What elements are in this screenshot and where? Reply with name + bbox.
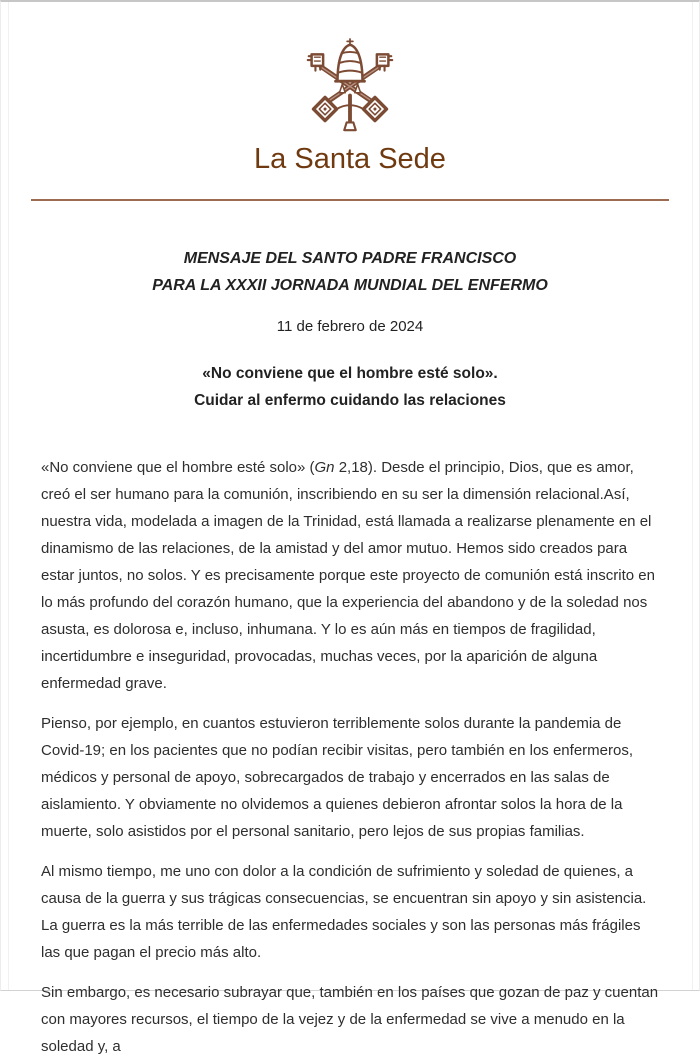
body-paragraph bbox=[41, 710, 659, 845]
text-run: Pienso, por ejemplo, en cuantos estuvieron terriblemente solos durante la pandemia de Covid-19; en los pacientes que no podían recibir visitas, pero también en los enfermeros, médicos y personal de apoyo, sobrecargados de trabajo y encerrados en las salas de aislamiento. Y obviamente no olvidemos a quienes debieron afrontar solos la hora de la muerte, solo asistidos por el personal sanitario, pero lejos de sus propias familias. bbox=[41, 715, 633, 840]
text-run: «No conviene que el hombre esté solo» ( bbox=[41, 459, 315, 476]
message-body bbox=[41, 454, 659, 1060]
body-paragraph bbox=[41, 979, 659, 1060]
header-divider bbox=[31, 199, 669, 201]
key-ward-right bbox=[377, 54, 392, 70]
text-run: 2,18). Desde el principio, Dios, que es amor, creó el ser humano para la comunión, inscribiendo en su ser la dimensión relacional.Así, nuestra vida, modelada a imagen de la Trinidad, está llamada a realizarse plenamente en el dinamismo de las relaciones, de la amistad y del amor mutuo. Hemos sido creados para estar juntos, no solos. Y es precisamente porque este proyecto de comunión está inscrito en lo más profundo del corazón humano, que la experiencia del abandono y de la soledad nos asusta, es dolorosa e, incluso, inhumana. Y lo es aún más en tiempos de fragilidad, incertidumbre e inseguridad, provocadas, muchas veces, por la aparición de alguna enfermedad grave. bbox=[41, 459, 655, 692]
body-paragraph bbox=[41, 454, 659, 697]
message-subtitle-line-2: Cuidar al enfermo cuidando las relaciones bbox=[194, 392, 506, 409]
message-document bbox=[1, 245, 699, 1060]
body-paragraph bbox=[41, 858, 659, 966]
text-run: Al mismo tiempo, me uno con dolor a la condición de sufrimiento y soledad de quienes, a causa de la guerra y sus trágicas consecuencias, se encuentran sin apoyo y sin asistencia. La guerra es la más terrible de las enfermedades sociales y son las personas más frágiles las que pagan el precio más alto. bbox=[41, 863, 647, 961]
message-subtitle-line-1: «No conviene que el hombre esté solo». bbox=[202, 365, 498, 382]
site-title: La Santa Sede bbox=[254, 143, 446, 175]
holy-see-emblem-icon bbox=[290, 38, 410, 134]
message-date: 11 de febrero de 2024 bbox=[276, 318, 424, 335]
message-title bbox=[41, 245, 659, 299]
crossed-keys-tiara-icon bbox=[290, 38, 410, 134]
message-title-line-2: PARA LA XXXII JORNADA MUNDIAL DEL ENFERMO bbox=[152, 277, 548, 294]
message-subtitle bbox=[41, 360, 659, 414]
key-ward-left bbox=[308, 54, 323, 70]
text-run: Sin embargo, es necesario subrayar que, también en los países que gozan de paz y cuentan con mayores recursos, el tiempo de la vejez y de la enfermedad se vive a menudo en la soledad y, a bbox=[41, 984, 659, 1055]
site-header bbox=[1, 38, 699, 201]
text-run: Gn bbox=[314, 459, 335, 476]
message-title-line-1: MENSAJE DEL SANTO PADRE FRANCISCO bbox=[183, 250, 517, 267]
